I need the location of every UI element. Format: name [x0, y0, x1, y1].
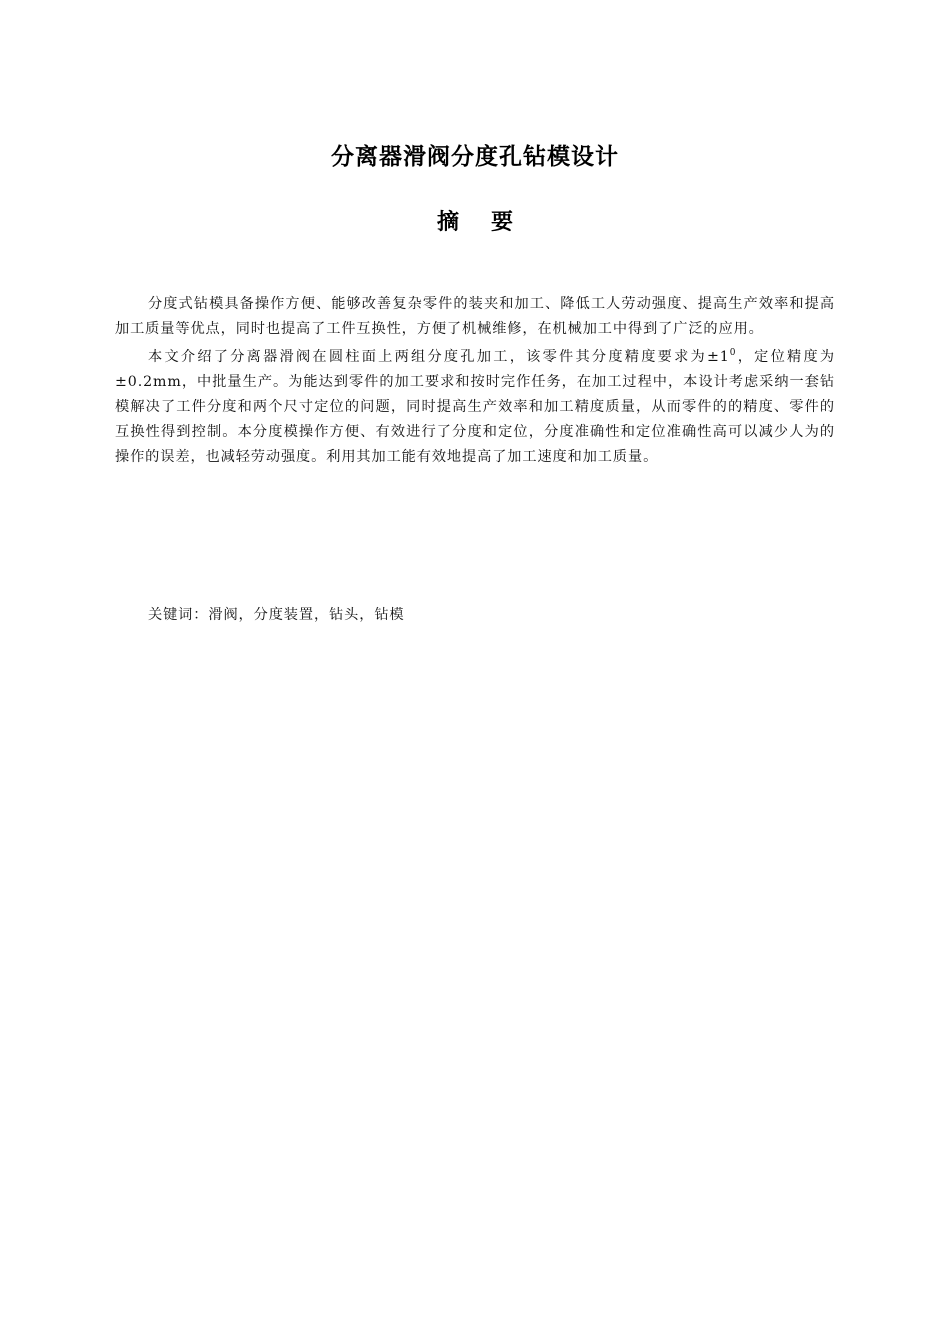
abstract-paragraph-2: [115, 345, 835, 470]
paragraph-2-text-start: 本文介绍了分离器滑阀在圆柱面上两组分度孔加工，该零件其分度精度要求为±1: [148, 349, 730, 365]
paragraph-2-text-end: ，定位精度为±0.2mm，中批量生产。为能达到零件的加工要求和按时完作任务，在加工过程中，本设计考虑采纳一套钻模解决了工件分度和两个尺寸定位的问题，同时提高生产效率和加工精度质量，从而零件的的精度、零件的互换性得到控制。本分度模操作方便、有效进行了分度和定位，分度准确性和定位准确性高可以减少人为的操作的误差，也减轻劳动强度。利用其加工能有效地提高了加工速度和加工质量。: [115, 349, 835, 465]
keywords-line: 关键词：滑阀，分度装置，钻头，钻模: [148, 607, 405, 623]
abstract-paragraph-1: 分度式钻模具备操作方便、能够改善复杂零件的装夹和加工、降低工人劳动强度、提高生产效率和提高加工质量等优点，同时也提高了工件互换性，方便了机械维修，在机械加工中得到了广泛的应用。: [115, 296, 835, 337]
document-title: 分离器滑阀分度孔钻模设计: [331, 144, 619, 170]
degree-superscript: 0: [729, 348, 737, 358]
abstract-body: [115, 292, 835, 473]
abstract-heading: 摘要: [436, 210, 545, 235]
